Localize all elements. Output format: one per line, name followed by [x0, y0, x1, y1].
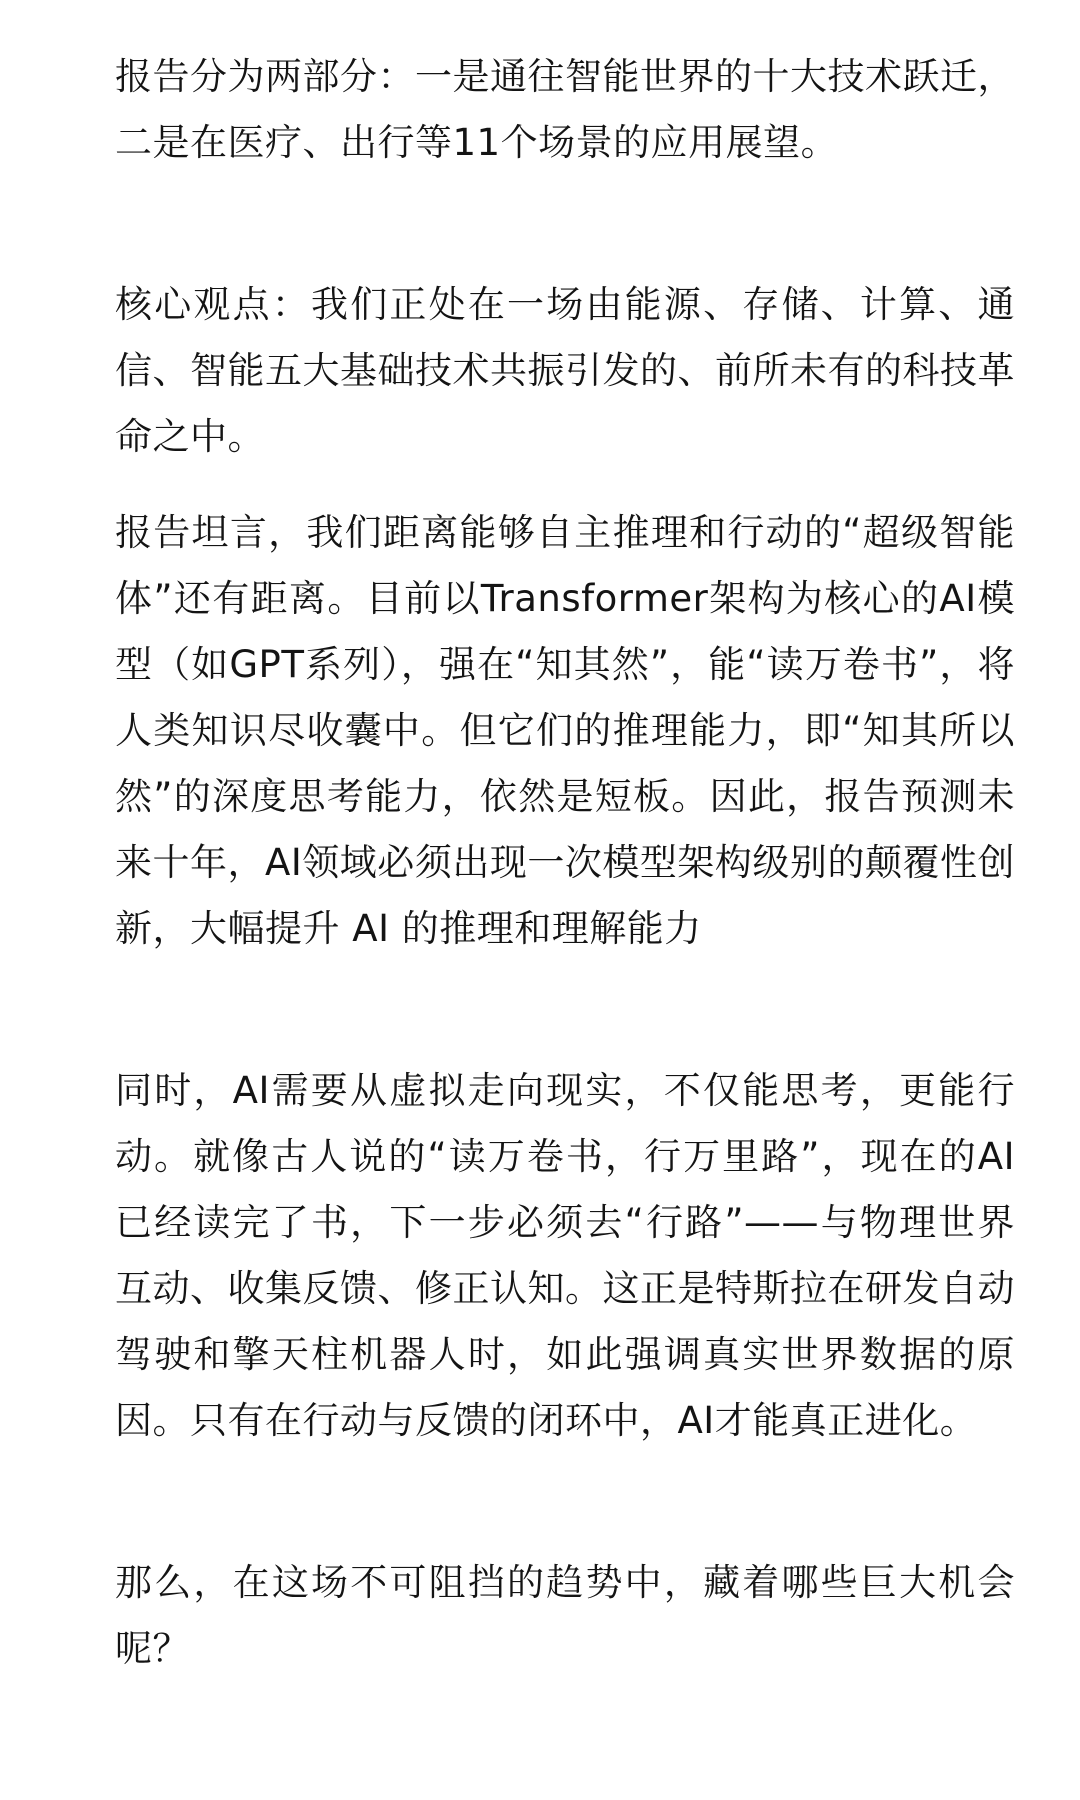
paragraph-superintelligence: 报告坦言，我们距离能够自主推理和行动的“超级智能体”还有距离。目前以Transformer架构为核心的AI模型（如GPT系列），强在“知其然”，能“读万卷书”，将人类知识尽收囊中。但它们的推理能力，即“知其所以然”的深度思考能力，依然是短板。因此，报告预测未来十年，AI领域必须出现一次模型架构级别的颠覆性创新，大幅提升 AI 的推理和理解能力 [115, 511, 1015, 950]
paragraph-opportunities: 那么，在这场不可阻挡的趋势中，藏着哪些巨大机会呢？ [115, 1561, 1015, 1670]
paragraph-core-view: 核心观点：我们正处在一场由能源、存储、计算、通信、智能五大基础技术共振引发的、前所未有的科技革命之中。 [115, 283, 1015, 458]
paragraph-ai-action: 同时，AI需要从虚拟走向现实，不仅能思考，更能行动。就像古人说的“读万卷书，行万里路”，现在的AI已经读完了书，下一步必须去“行路”——与物理世界互动、收集反馈、修正认知。这正是特斯拉在研发自动驾驶和擎天柱机器人时，如此强调真实世界数据的原因。只有在行动与反馈的闭环中，AI才能真正进化。 [115, 1069, 1015, 1442]
paragraph-report-structure: 报告分为两部分：一是通往智能世界的十大技术跃迁，二是在医疗、出行等11个场景的应用展望。 [115, 55, 1015, 164]
article-body [115, 44, 1015, 1682]
